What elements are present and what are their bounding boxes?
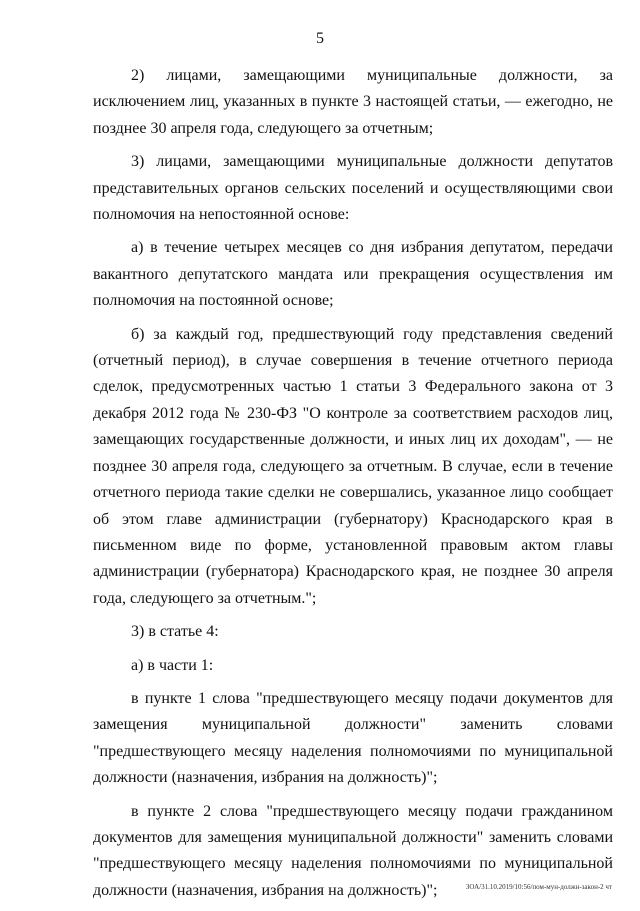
footer-file-reference: ЗОА/31.10.2019/10:56/пом-мун-должн-закон-2 чт: [465, 883, 612, 891]
paragraph: в пункте 2 слова "предшествующего месяцу подачи гражданином документов для замещения муниципальной должности" заменить словами "предшествующего месяцу наделения полномочиями по муниципальной должности (назначения, избрания на должность)";: [93, 802, 613, 899]
paragraph: в пункте 1 слова "предшествующего месяцу подачи документов для замещения муниципальной должности" заменить словами "предшествующего месяцу наделения полномочиями по муниципальной должности (назначения, избрания на должность)";: [93, 689, 613, 787]
document-body: [93, 63, 613, 911]
paragraph: 3) лицами, замещающими муниципальные должности депутатов представительных органов сельских поселений и осуществляющими свои полномочия на непостоянной основе:: [93, 153, 613, 224]
paragraph: 3) в статье 4:: [131, 623, 219, 641]
paragraph: б) за каждый год, предшествующий году представления сведений (отчетный период), в случае совершения в течение отчетного периода сделок, предусмотренных частью 1 статьи 3 Федерального закона от 3 декабря 2012 года № 230-ФЗ "О контроле за соответствием расходов лиц, замещающих государственные должности, и иных лиц их доходам", — не позднее 30 апреля года, следующего за отчетным. В случае, если в течение отчетного периода такие сделки не совершались, указанное лицо сообщает об этом главе администрации (губернатору) Краснодарского края в письменном виде по форме, установленной правовым актом главы администрации (губернатора) Краснодарского края, не позднее 30 апреля года, следующего за отчетным.";: [93, 325, 613, 607]
paragraph: 2) лицами, замещающими муниципальные должности, за исключением лиц, указанных в пункте 3 настоящей статьи, — ежегодно, не позднее 30 апреля года, следующего за отчетным;: [93, 67, 613, 137]
paragraph: а) в части 1:: [131, 656, 214, 674]
paragraph: а) в течение четырех месяцев со дня избрания депутатом, передачи вакантного депутатского мандата или прекращения осуществления им полномочия на постоянной основе;: [93, 239, 613, 310]
page-number: 5: [316, 30, 324, 47]
